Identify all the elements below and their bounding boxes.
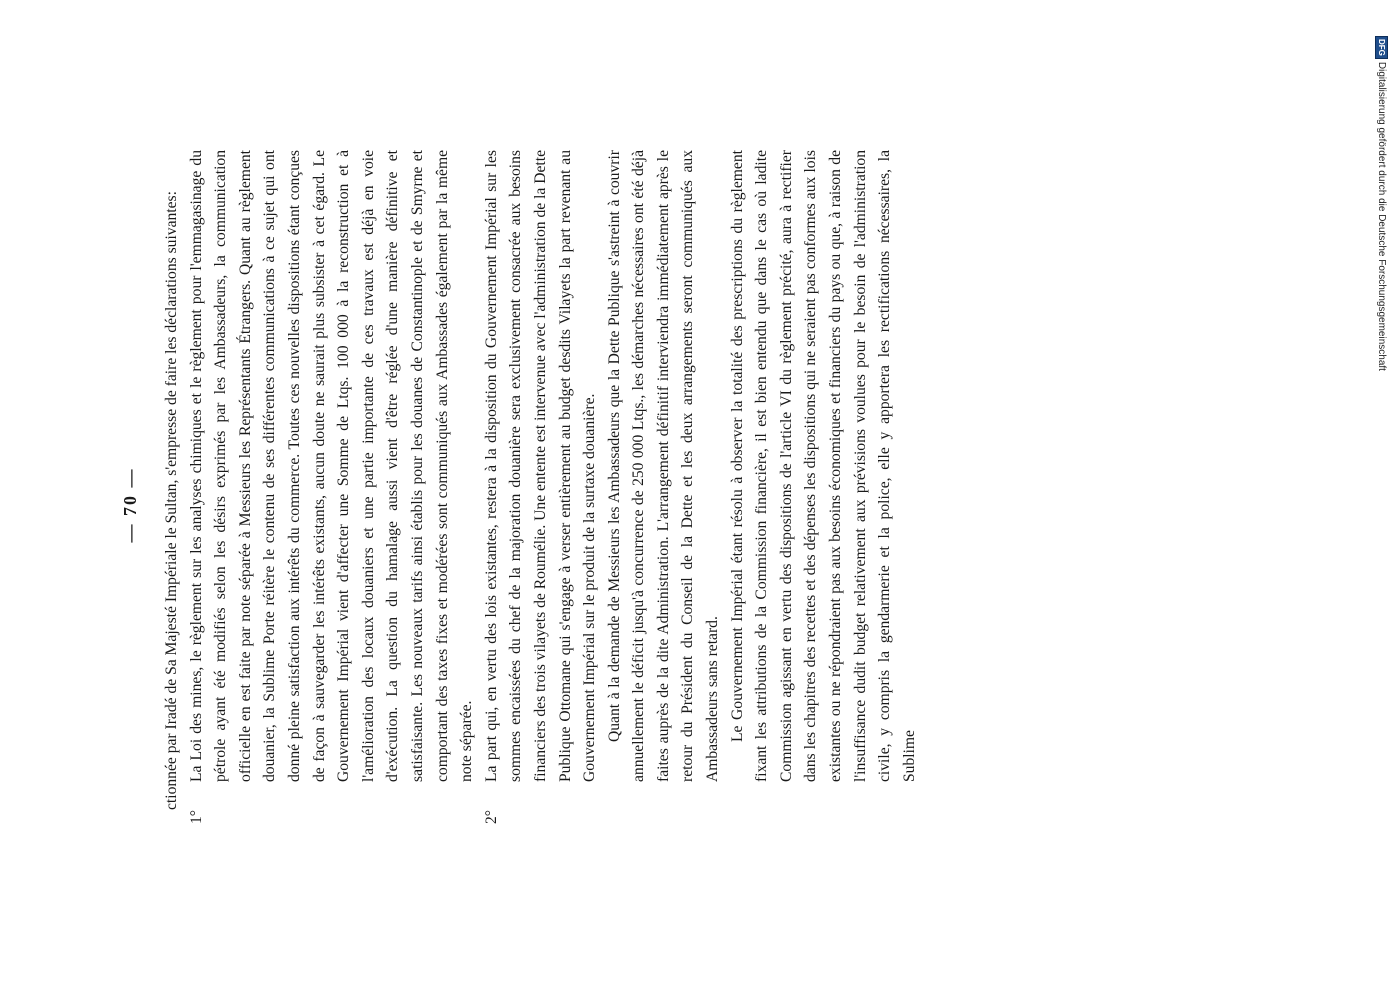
item-1-text: La Loi des mines, le règlement sur les analyses chimiques et le règlement pour l'emmagasinage du pétrole ayant été modifiés selon les désirs exprimés par les Ambassadeurs, la communication officielle en est faite par note séparée à Messieurs les Représentants Étrangers. Quant au règlement douanier, la Sublime Porte réitère le contenu de ses différentes communications à ce sujet qui ont donné pleine satisfaction aux intérêts du commerce. Toutes ces nouvelles dispositions étant conçues de façon à sauvegarder les intérêts existants, aucun doute ne saurait plus subsister à cet égard. Le Gouvernement Impérial vient d'affecter une Somme de Ltqs. 100 000 à la reconstruction et à l'amélioration des locaux douaniers et une partie importante de ces travaux est déjà en voie d'exécution. La question du hamalage aussi vient d'être réglée d'une manière définitive et satisfaisante. Les nouveaux tarifs ainsi établis pour les douanes de Constantinople et de Smyrne et comportant des taxes fixes et modérées sont communiqués aux Ambassades également par la même note séparée. [187, 150, 476, 782]
credit-text: Digitalisierung gefördert durch die Deutsche Forschungsgemeinschaft [1376, 61, 1387, 371]
item-2-paragraph-3: Le Gouvernement Impérial étant résolu à observer la totalité des prescriptions du règlement fixant les attributions de la Commission financière, il est bien entendu que dans le cas où ladite Commission agissant en vertu des dispositions de l'article VI du règlement précité, aura à rectifier dans les chapitres des recettes et des dépenses les dispositions qui ne seraient pas conformes aux lois existantes ou ne répondraient pas aux besoins économiques et financiers du pays ou que, à raison de l'insuffisance dudit budget relativement aux prévisions voulues pour le besoin de l'administration civile, y compris la gendarmerie et la police, elle y apportera les rectifications nécessaires, la Sublime [728, 150, 918, 782]
dfg-logo: DFG [1375, 36, 1388, 59]
item-2-text: La part qui, en vertu des lois existantes, restera à la disposition du Gouvernement Impérial sur les sommes encaissées du chef de la majoration douanière sera exclusivement consacrée aux besoins financiers des trois vilayets de Roumélie. Une entente est intervenue avec l'administration de la Dette Publique Ottomane qui s'engage à verser entièrement au budget desdits Vilayets la part revenant au Gouvernement Impérial sur le produit de la surtaxe douanière. [482, 150, 599, 782]
page-number: — 70 — [120, 467, 140, 543]
item-2-number: 2° [482, 809, 500, 824]
item-1 [185, 150, 480, 824]
item-1-number: 1° [187, 809, 205, 824]
item-2 [480, 150, 923, 824]
item-2-paragraph-2: Quant à la demande de Messieurs les Ambassadeurs que la Dette Publique s'astreint à couvrir annuellement le déficit jusqu'à concurrence de 250 000 Ltqs., les démarches nécessaires ont été déjà faites auprès de la dite Administration. L'arrangement définitif interviendra immédiatement après le retour du Président du Conseil de la Dette et les deux arrangements seront communiqués aux Ambassadeurs sans retard. [605, 150, 722, 782]
document-body [160, 150, 922, 824]
intro-paragraph: ctionnée par Iradé de Sa Majesté Impériale le Sultan, s'empresse de faire les déclarations suivantes: [163, 191, 180, 810]
digitization-credit [1375, 36, 1388, 371]
